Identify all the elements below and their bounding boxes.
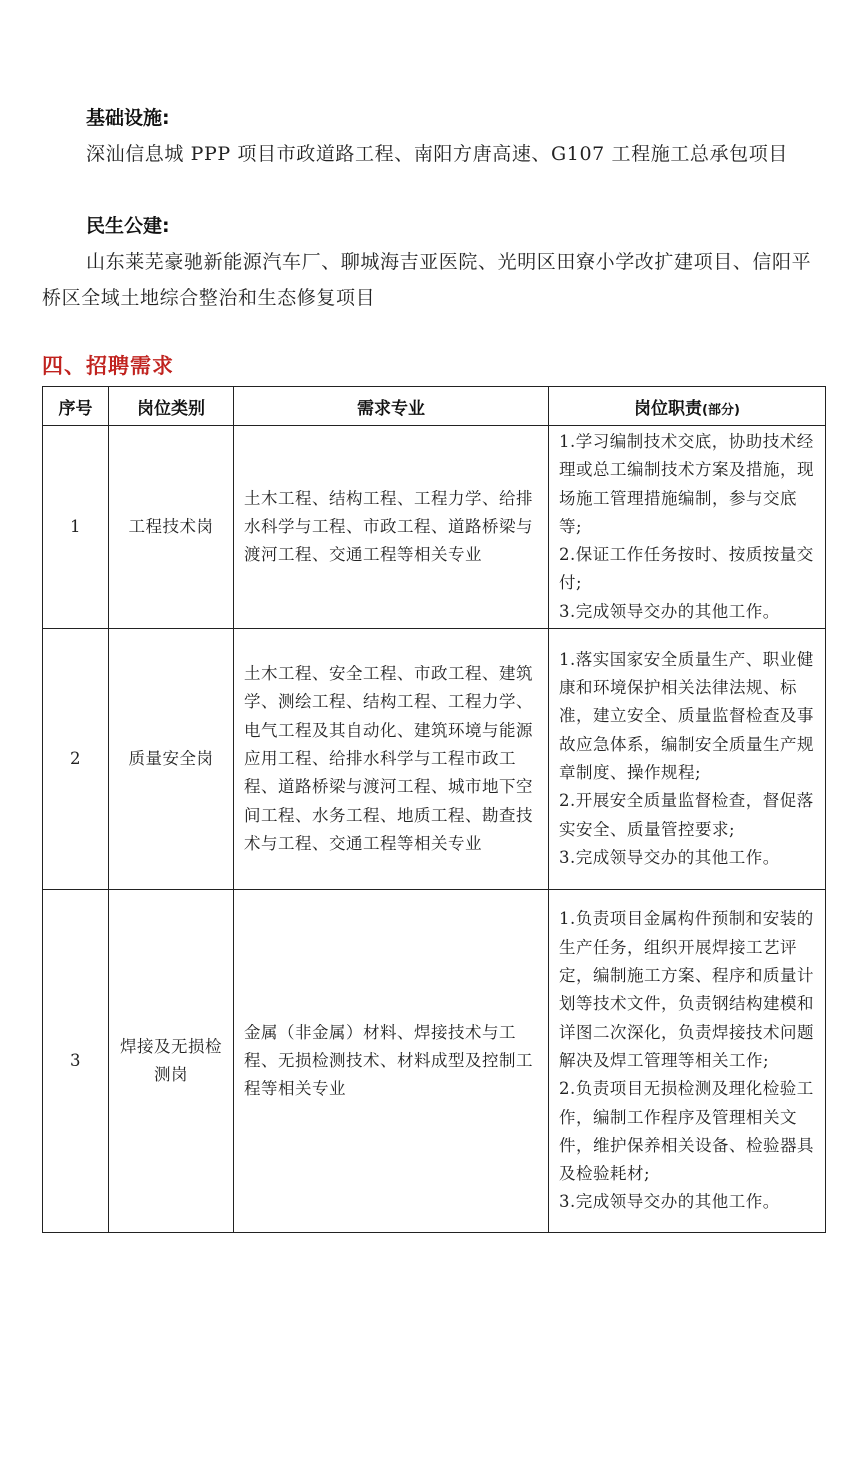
section-text-public-buildings [42, 244, 812, 316]
row-major: 土木工程、安全工程、市政工程、建筑学、测绘工程、结构工程、工程力学、电气工程及其自动化、建筑环境与能源应用工程、给排水科学与工程市政工程、道路桥梁与渡河工程、城市地下空间工程、水务工程、地质工程、勘查技术与工程、交通工程等相关专业 [234, 629, 549, 890]
duty-item: 3.完成领导交办的其他工作。 [559, 1192, 780, 1212]
duty-item: 3.完成领导交办的其他工作。 [559, 601, 780, 621]
table-row [43, 629, 826, 890]
row-duties [549, 890, 826, 1233]
section-heading-public-buildings: 民生公建: [86, 215, 170, 237]
part-title: 四、招聘需求 [42, 353, 174, 378]
header-duty-note: (部分) [702, 402, 740, 418]
row-duties [549, 629, 826, 890]
duty-item: 1.学习编制技术交底，协助技术经理或总工编制技术方案及措施，现场施工管理措施编制，参与交底等; [559, 432, 814, 536]
section-text: 山东莱芜豪驰新能源汽车厂、聊城海吉亚医院、光明区田寮小学改扩建项目、信阳平桥区全域土地综合整治和生态修复项目 [42, 251, 812, 309]
row-category: 质量安全岗 [109, 629, 234, 890]
duty-item: 1.负责项目金属构件预制和安装的生产任务，组织开展焊接工艺评定，编制施工方案、程序和质量计划等技术文件，负责钢结构建模和详图二次深化，负责焊接技术问题解决及焊工管理等相关工作; [559, 909, 814, 1070]
header-duty-label: 岗位职责 [634, 398, 703, 419]
duty-item: 2.开展安全质量监督检查，督促落实安全、质量管控要求; [559, 791, 814, 839]
duty-item: 3.完成领导交办的其他工作。 [559, 847, 780, 867]
row-major: 金属（非金属）材料、焊接技术与工程、无损检测技术、材料成型及控制工程等相关专业 [234, 890, 549, 1233]
recruitment-table [42, 386, 826, 1233]
table-row [43, 426, 826, 629]
duty-item: 2.保证工作任务按时、按质按量交付; [559, 545, 814, 593]
row-category: 焊接及无损检测岗 [109, 890, 234, 1233]
header-category: 岗位类别 [109, 387, 234, 426]
row-duties [549, 426, 826, 629]
row-major: 土木工程、结构工程、工程力学、给排水科学与工程、市政工程、道路桥梁与渡河工程、交通工程等相关专业 [234, 426, 549, 629]
header-duty [549, 387, 826, 426]
row-category: 工程技术岗 [109, 426, 234, 629]
table-row [43, 890, 826, 1233]
row-num: 3 [43, 890, 109, 1233]
duty-item: 1.落实国家安全质量生产、职业健康和环境保护相关法律法规、标准，建立安全、质量监督检查及事故应急体系，编制安全质量生产规章制度、操作规程; [559, 649, 814, 783]
section-text-infrastructure [42, 136, 812, 172]
section-text: 深汕信息城 PPP 项目市政道路工程、南阳方唐高速、G107 工程施工总承包项目 [86, 143, 788, 165]
header-major: 需求专业 [234, 387, 549, 426]
section-heading-infrastructure: 基础设施: [86, 107, 170, 129]
duty-item: 2.负责项目无损检测及理化检验工作，编制工作程序及管理相关文件，维护保养相关设备、检验器具及检验耗材; [559, 1079, 814, 1184]
header-num: 序号 [43, 387, 109, 426]
row-num: 1 [43, 426, 109, 629]
row-num: 2 [43, 629, 109, 890]
table-header-row [43, 387, 826, 426]
